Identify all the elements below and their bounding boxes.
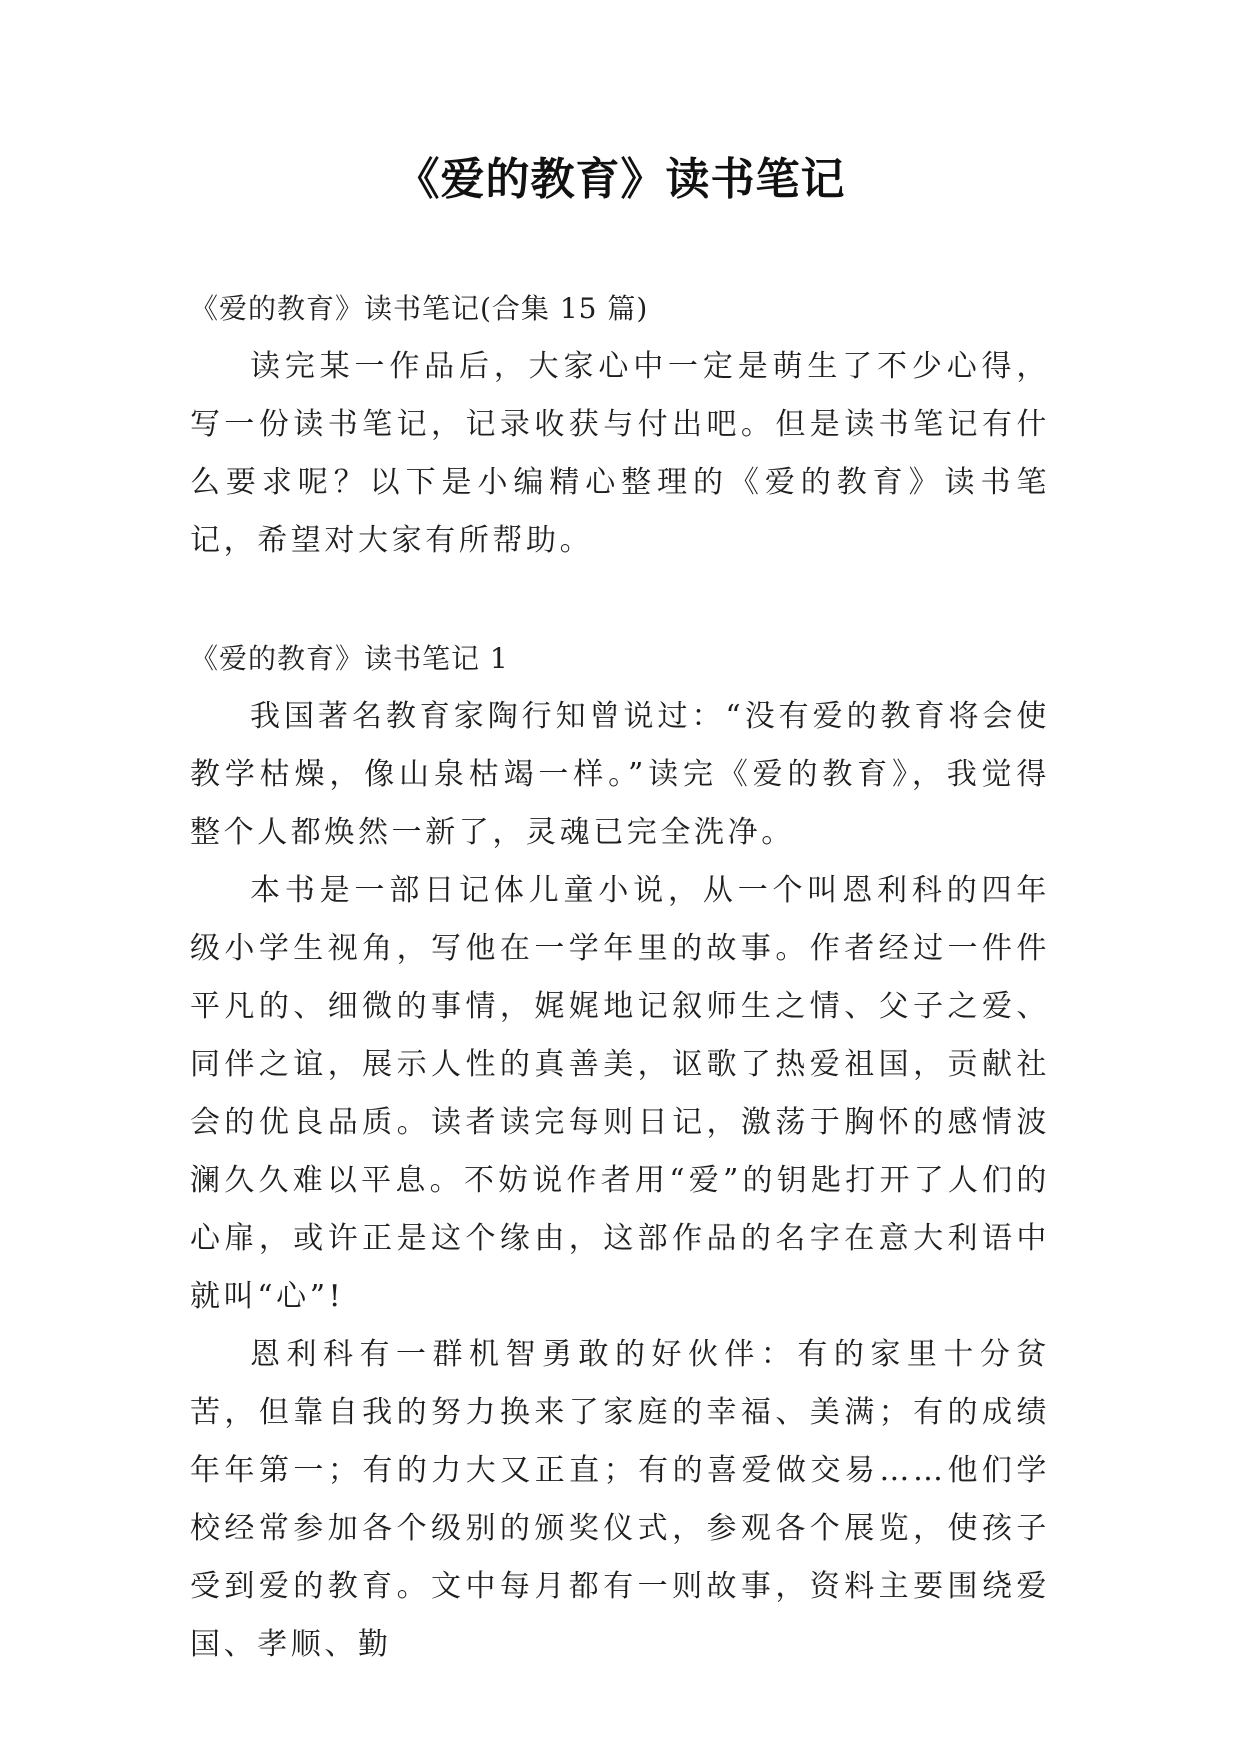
intro-heading: 《爱的教育》读书笔记(合集 15 篇) xyxy=(190,292,649,325)
section-paragraph: 我国著名教育家陶行知曾说过：“没有爱的教育将会使教学枯燥，像山泉枯竭一样。”读完《爱的教育》，我觉得整个人都焕然一新了，灵魂已完全洗净。 xyxy=(190,699,1050,850)
intro-paragraph: 读完某一作品后，大家心中一定是萌生了不少心得，写一份读书笔记，记录收获与付出吧。但是读书笔记有什么要求呢？以下是小编精心整理的《爱的教育》读书笔记，希望对大家有所帮助。 xyxy=(190,349,1050,558)
document-body xyxy=(190,280,1050,1674)
document-title: 《爱的教育》读书笔记 xyxy=(395,154,846,205)
section-spacer xyxy=(190,570,1050,630)
section-paragraph: 本书是一部日记体儿童小说，从一个叫恩利科的四年级小学生视角，写他在一学年里的故事。作者经过一件件平凡的、细微的事情，娓娓地记叙师生之情、父子之爱、同伴之谊，展示人性的真善美，讴歌了热爱祖国，贡献社会的优良品质。读者读完每则日记，激荡于胸怀的感情波澜久久难以平息。不妨说作者用“爱”的钥匙打开了人们的心扉，或许正是这个缘由，这部作品的名字在意大利语中就叫“心”! xyxy=(190,873,1050,1314)
section-paragraph: 恩利科有一群机智勇敢的好伙伴：有的家里十分贫苦，但靠自我的努力换来了家庭的幸福、美满；有的成绩年年第一；有的力大又正直；有的喜爱做交易……他们学校经常参加各个级别的颁奖仪式，参观各个展览，使孩子受到爱的教育。文中每月都有一则故事，资料主要围绕爱国、孝顺、勤 xyxy=(190,1337,1050,1662)
section-heading: 《爱的教育》读书笔记 1 xyxy=(190,642,509,675)
